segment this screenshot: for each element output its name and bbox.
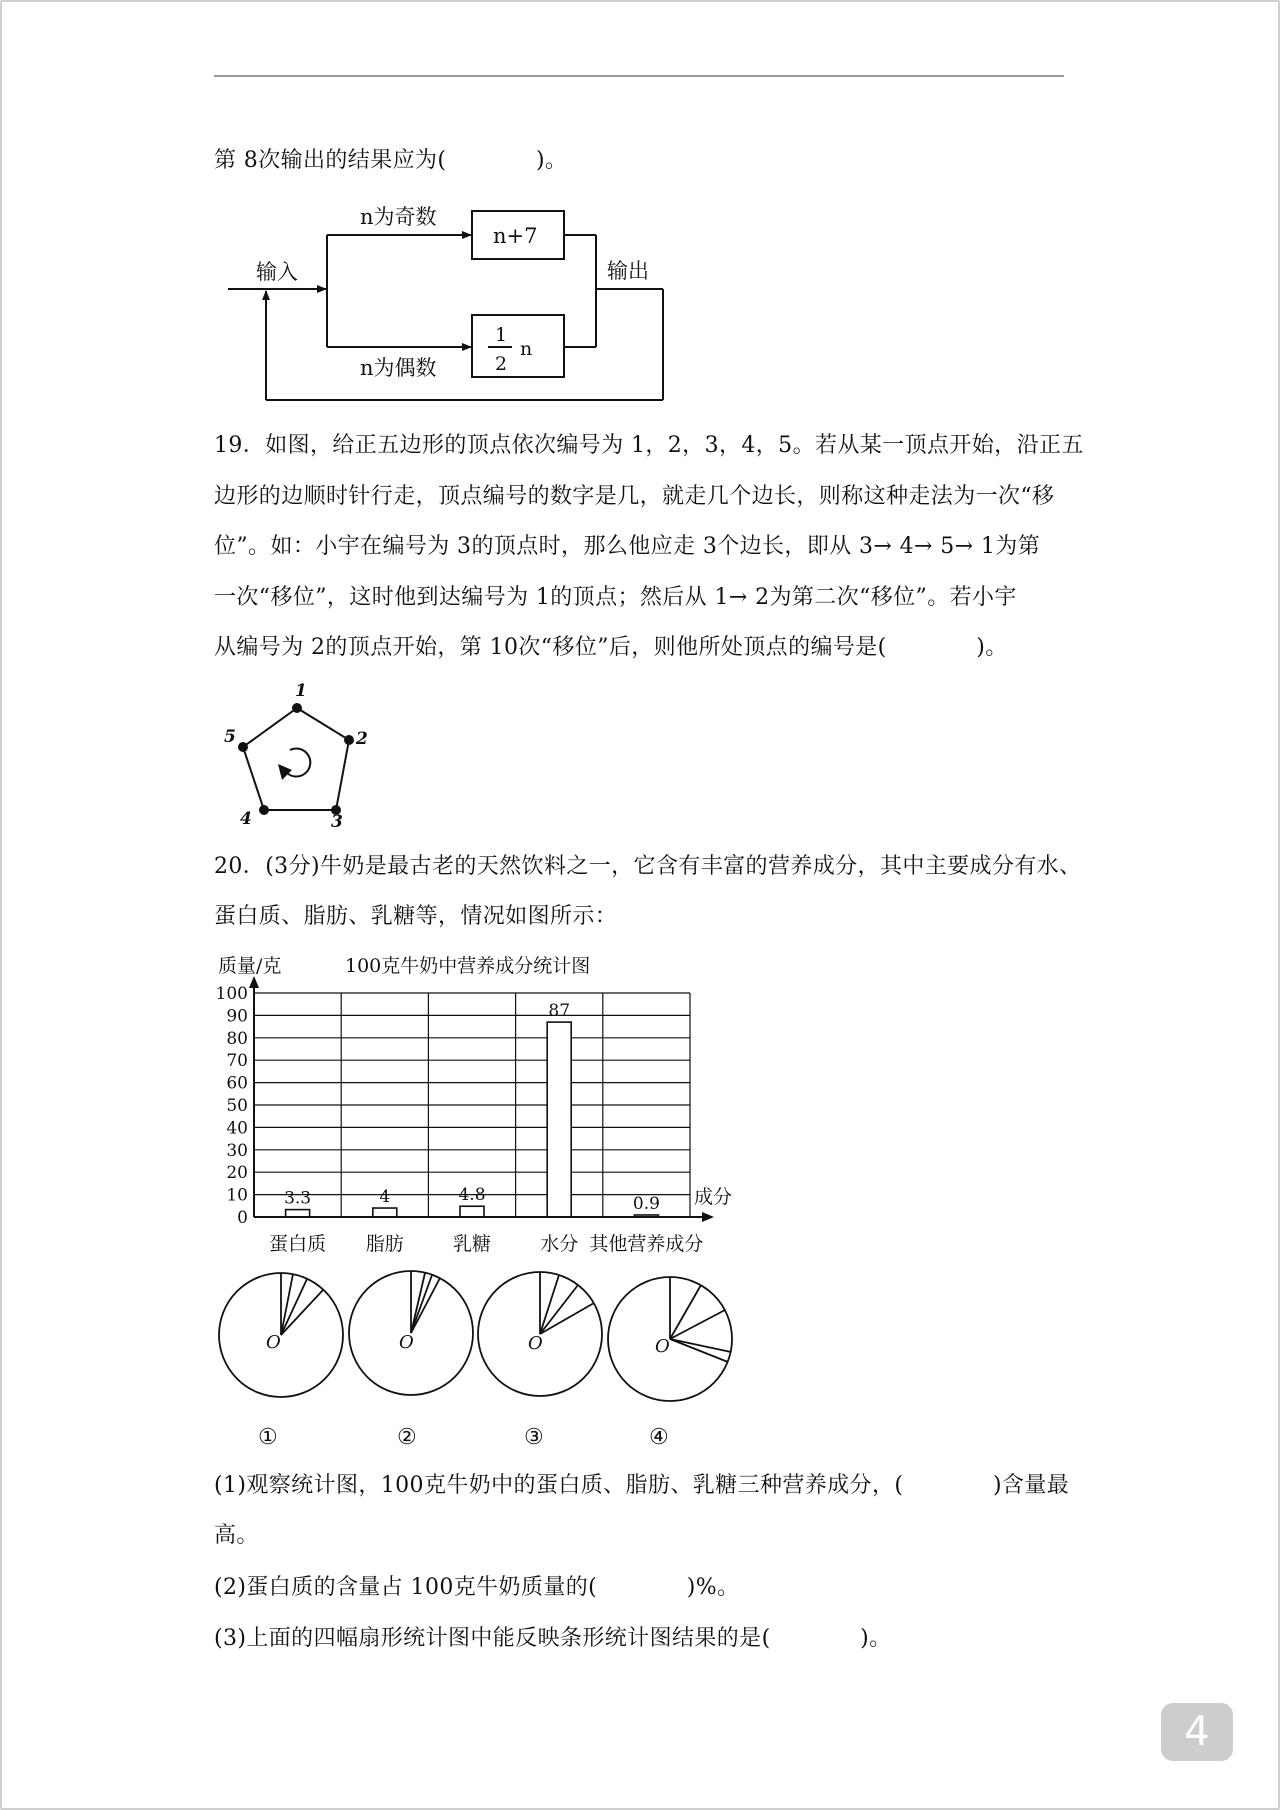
- bar-水分: [547, 1022, 571, 1217]
- category-label: 水分: [540, 1233, 579, 1255]
- vertex-label-5: 5: [224, 727, 236, 747]
- pie-label-1: ①: [258, 1425, 278, 1450]
- fraction-denominator: 2: [495, 353, 508, 375]
- y-tick-label: 50: [226, 1096, 248, 1116]
- y-tick-label: 40: [226, 1118, 248, 1139]
- vertex-1: [292, 703, 302, 713]
- y-tick-label: 100: [215, 984, 248, 1004]
- bar-chart: [200, 950, 740, 1255]
- vertex-label-3: 3: [331, 812, 343, 832]
- bar-value-label: 4: [379, 1187, 391, 1208]
- output-label: 输出: [607, 259, 649, 283]
- bar-value-label: 87: [548, 1001, 571, 1022]
- pie-chart-1: [219, 1273, 343, 1397]
- q20-sub-1-cont: 高。: [214, 1523, 259, 1548]
- q19-line-3: 位”。如：小宇在编号为 3的顶点时，那么他应走 3个边长，即从 3→ 4→ 5→ 1为第: [214, 534, 1041, 559]
- vertex-label-4: 4: [240, 809, 252, 829]
- bar-蛋白质: [286, 1210, 310, 1217]
- y-tick-label: 30: [226, 1140, 248, 1161]
- category-label: 脂肪: [365, 1233, 404, 1255]
- q18-answer-line: 第 8次输出的结果应为( )。: [214, 148, 568, 173]
- vertex-4: [259, 805, 269, 815]
- header-rule: [214, 75, 1064, 77]
- pie-label-3: ③: [524, 1425, 544, 1450]
- odd-box-text: n+7: [493, 224, 538, 248]
- bar-脂肪: [373, 1208, 397, 1217]
- pie-label-2: ②: [397, 1425, 417, 1450]
- even-box: [472, 315, 564, 377]
- fraction-variable: n: [520, 338, 533, 360]
- fraction-numerator: 1: [495, 324, 508, 346]
- q20-sub-2: (2)蛋白质的含量占 100克牛奶质量的( )%。: [214, 1575, 740, 1600]
- chart-ylabel: 质量/克: [218, 955, 282, 977]
- category-label: 其他营养成分: [589, 1233, 704, 1255]
- y-tick-label: 0: [237, 1208, 248, 1228]
- y-tick-label: 60: [226, 1073, 248, 1094]
- pie-2-center: O: [399, 1332, 414, 1353]
- y-tick-label: 20: [226, 1163, 248, 1184]
- bar-value-label: 0.9: [632, 1193, 660, 1214]
- clockwise-arrowhead-icon: [278, 764, 292, 780]
- pentagon: [243, 708, 349, 810]
- category-label: 乳糖: [452, 1233, 492, 1255]
- vertex-label-2: 2: [356, 729, 368, 749]
- q20-sub-3: (3)上面的四幅扇形统计图中能反映条形统计图结果的是( )。: [214, 1626, 892, 1651]
- q19-line-4: 一次“移位”，这时他到达编号为 1的顶点；然后从 1→ 2为第二次“移位”。若小宇: [214, 585, 1017, 610]
- pie-label-4: ④: [649, 1425, 669, 1450]
- y-tick-label: 90: [226, 1006, 248, 1027]
- y-tick-label: 70: [226, 1051, 248, 1072]
- vertex-label-1: 1: [295, 681, 307, 701]
- pie-chart-4: [608, 1277, 732, 1401]
- pie-4-center: O: [655, 1336, 670, 1357]
- pie-charts: [205, 1255, 745, 1450]
- category-label: 蛋白质: [269, 1233, 327, 1255]
- y-tick-label: 80: [226, 1028, 248, 1049]
- q20-sub-1: (1)观察统计图，100克牛奶中的蛋白质、脂肪、乳糖三种营养成分，( )含量最: [214, 1473, 1070, 1498]
- pentagon-figure: [214, 680, 384, 830]
- pie-1-center: O: [266, 1332, 281, 1353]
- odd-label: n为奇数: [360, 205, 437, 229]
- q19-line-2: 边形的边顺时针行走，顶点编号的数字是几，就走几个边长，则称这种走法为一次“移: [214, 484, 1055, 509]
- input-label: 输入: [256, 260, 298, 284]
- chart-xlabel: 成分: [694, 1186, 733, 1208]
- vertex-2: [344, 735, 354, 745]
- pie-3-center: O: [528, 1333, 543, 1354]
- page-number-badge: 4: [1161, 1703, 1233, 1761]
- q19-line-1: 19．如图，给正五边形的顶点依次编号为 1，2，3，4，5。若从某一顶点开始，沿正五: [214, 433, 1084, 458]
- bar-乳糖: [460, 1206, 484, 1217]
- vertex-5: [238, 742, 248, 752]
- even-label: n为偶数: [360, 356, 437, 380]
- bar-value-label: 3.3: [284, 1188, 312, 1209]
- flowchart: [220, 198, 700, 398]
- y-tick-label: 10: [226, 1185, 248, 1206]
- q20-line-1: 20．(3分)牛奶是最古老的天然饮料之一，它含有丰富的营养成分，其中主要成分有水、: [214, 854, 1082, 879]
- q20-line-2: 蛋白质、脂肪、乳糖等，情况如图所示：: [214, 904, 618, 929]
- bar-value-label: 4.8: [458, 1185, 486, 1206]
- chart-title: 100克牛奶中营养成分统计图: [345, 955, 591, 977]
- q19-line-5: 从编号为 2的顶点开始，第 10次“移位”后，则他所处顶点的编号是( )。: [214, 635, 1008, 660]
